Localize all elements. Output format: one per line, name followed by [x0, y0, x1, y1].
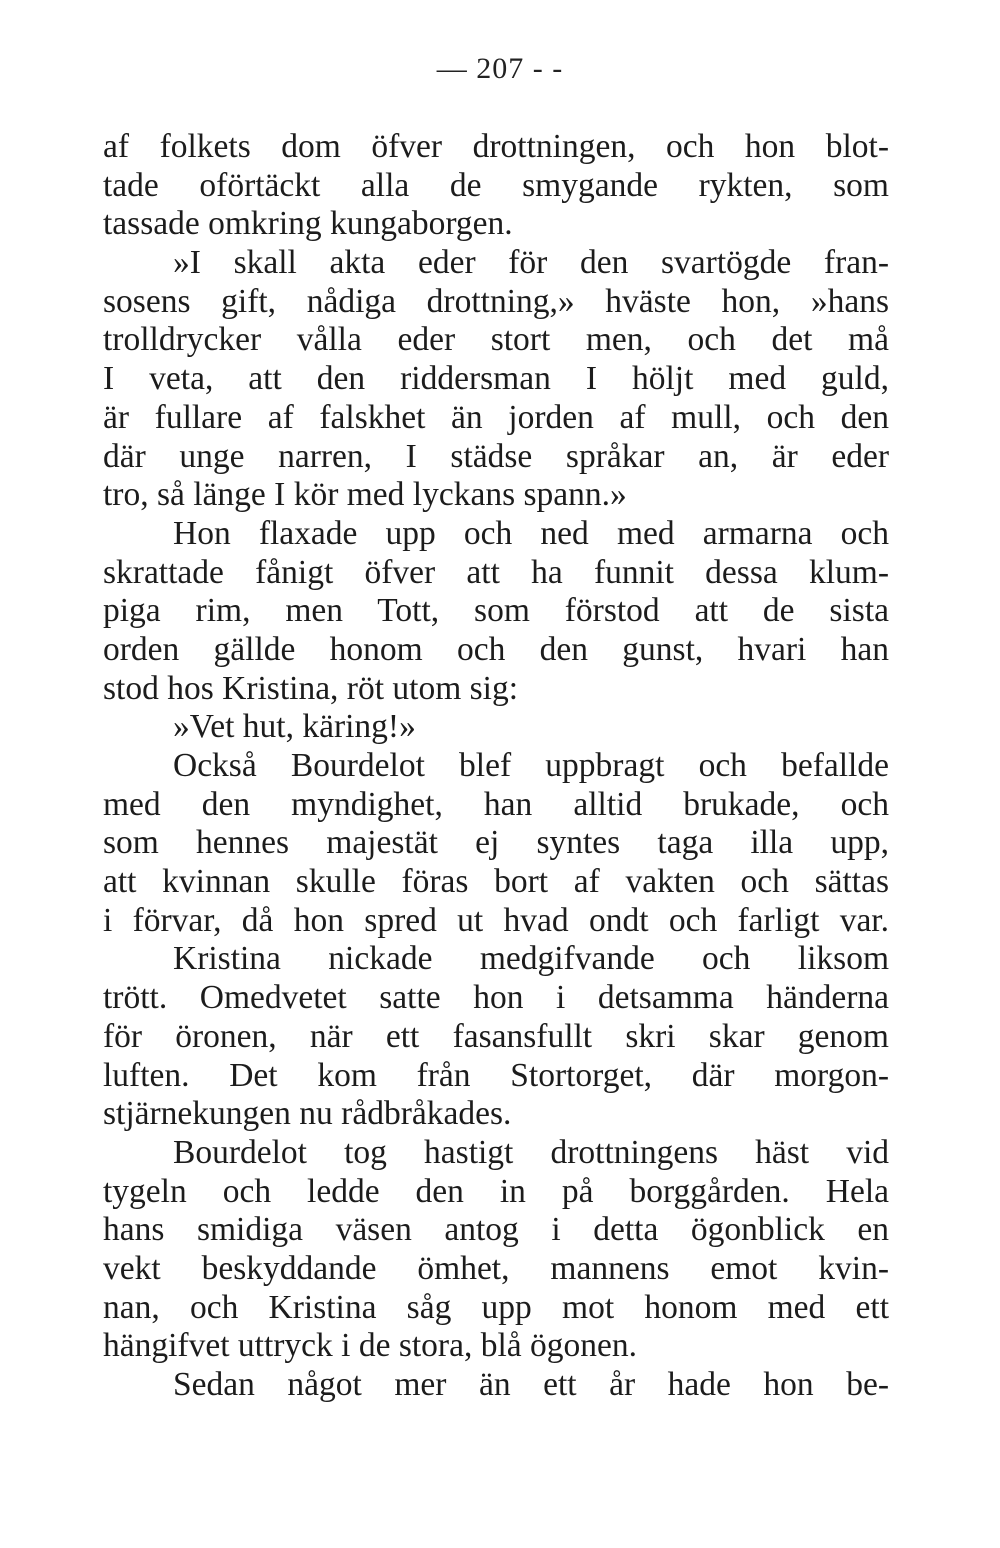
text-line: »I skall akta eder för den svartögde fran- [173, 244, 889, 282]
text-line: piga rim, men Tott, som förstod att de sista [103, 592, 889, 630]
text-line: trolldrycker vålla eder stort men, och det må [103, 321, 889, 359]
text-line: tygeln och ledde den in på borggården. Hela [103, 1172, 889, 1210]
text-line: luften. Det kom från Stortorget, där morgon- [103, 1056, 889, 1094]
text-line: som hennes majestät ej syntes taga illa upp, [103, 824, 889, 862]
text-line: sosens gift, nådiga drottning,» hväste hon, »hans [103, 282, 889, 320]
text-line: där unge narren, I städse språkar an, är eder [103, 437, 889, 475]
text-line: i förvar, då hon spred ut hvad ondt och farligt var. [103, 901, 889, 939]
text-line: Hon flaxade upp och ned med armarna och [173, 514, 889, 552]
text-line: stjärnekungen nu rådbråkades. [103, 1095, 512, 1133]
text-line: hans smidiga väsen antog i detta ögonblick en [103, 1211, 889, 1249]
text-line: skrattade fånigt öfver att ha funnit dessa klum- [103, 553, 889, 591]
text-line: trött. Omedvetet satte hon i detsamma händerna [103, 979, 889, 1017]
text-line: orden gällde honom och den gunst, hvari han [103, 630, 889, 668]
text-line: Kristina nickade medgifvande och liksom [173, 940, 889, 978]
text-line: tro, så länge I kör med lyckans spann.» [103, 476, 627, 514]
text-line: I veta, att den riddersman I höljt med guld, [103, 360, 889, 398]
text-line: nan, och Kristina såg upp mot honom med ett [103, 1288, 889, 1326]
text-line: tade oförtäckt alla de smygande rykten, som [103, 166, 889, 204]
page-number: — 207 - - [436, 52, 564, 85]
text-line: af folkets dom öfver drottningen, och hon blot- [103, 128, 889, 165]
text-line: hängifvet uttryck i de stora, blå ögonen. [103, 1327, 637, 1365]
text-line: är fullare af falskhet än jorden af mull, och den [103, 398, 889, 436]
text-line: stod hos Kristina, röt utom sig: [103, 669, 519, 707]
text-line: Också Bourdelot blef uppbragt och befallde [173, 747, 889, 784]
text-line: med den myndighet, han alltid brukade, och [103, 785, 889, 823]
text-line: vekt beskyddande ömhet, mannens emot kvin- [103, 1249, 889, 1287]
text-line: Bourdelot tog hastigt drottningens häst vid [173, 1133, 889, 1171]
text-line: tassade omkring kungaborgen. [103, 205, 513, 243]
text-line: »Vet hut, käring!» [173, 708, 416, 746]
body-text [103, 128, 889, 1405]
text-line: att kvinnan skulle föras bort af vakten och sättas [103, 863, 889, 901]
text-line: för öronen, när ett fasansfullt skri skar genom [103, 1017, 889, 1055]
text-line: Sedan något mer än ett år hade hon be- [173, 1366, 889, 1403]
